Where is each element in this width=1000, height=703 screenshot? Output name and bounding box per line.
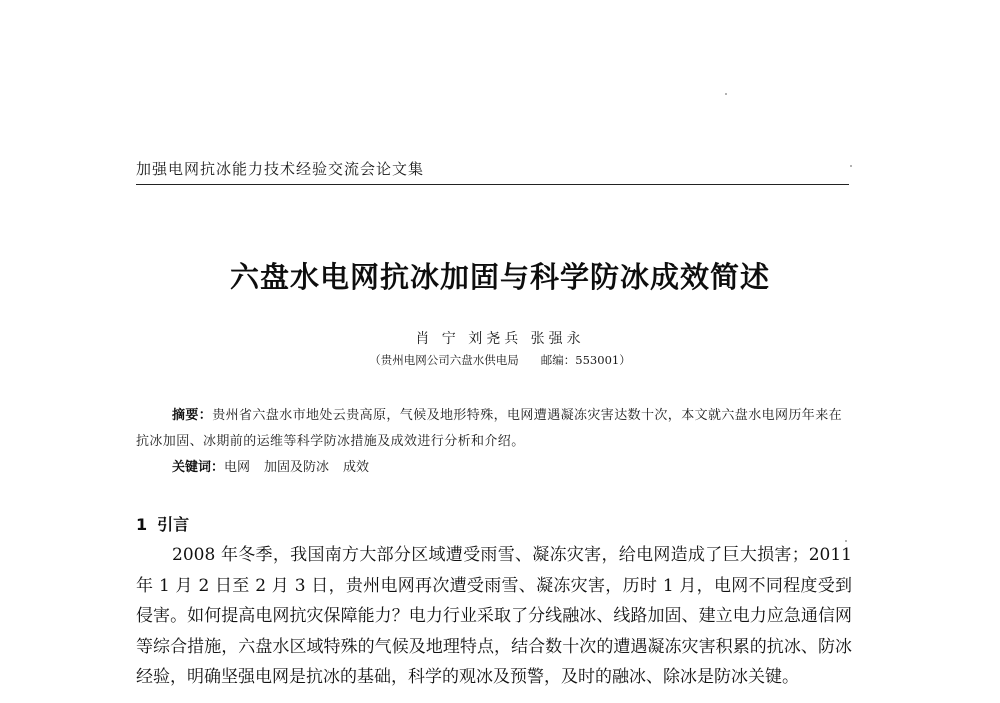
paper-affiliation: [0, 352, 1000, 368]
keyword: 成效: [343, 460, 370, 475]
keyword: 电网: [224, 460, 251, 475]
abstract-text: 贵州省六盘水市地处云贵高原，气候及地形特殊，电网遭遇凝冻灾害达数十次，本文就六盘水电网历年来在抗冰加固、冰期前的运维等科学防冰措施及成效进行分析和介绍。: [136, 408, 843, 449]
keywords-label: 关键词：: [172, 460, 225, 475]
intro-paragraph: 2008 年冬季，我国南方大部分区域遭受雨雪、凝冻灾害，给电网造成了巨大损害；2011 年 1 月 2 日至 2 月 3 日，贵州电网再次遭受雨雪、凝冻灾害，历时 1 月，电网不同程度受到侵害。如何提高电网抗灾保障能力？电力行业采取了分线融冰、线路加固、建立电力应急通信网等综合措施，六盘水区域特殊的气候及地理特点，结合数十次的遭遇凝冻灾害积累的抗冰、防冰经验，明确坚强电网是抗冰的基础，科学的观冰及预警，及时的融冰、除冰是防冰关键。: [136, 545, 852, 687]
keywords: [172, 455, 383, 481]
section-title: 引言: [157, 515, 190, 534]
paper-title: 六盘水电网抗冰加固与科学防冰成效简述: [229, 260, 770, 294]
scan-speck: [850, 165, 852, 167]
header-rule: [136, 184, 849, 185]
scan-speck: [725, 93, 727, 95]
abstract: [136, 403, 850, 455]
keyword: 加固及防冰: [264, 460, 330, 475]
paper-authors: 肖 宁 刘尧兵 张强永: [415, 331, 585, 347]
abstract-label: 摘要：: [172, 408, 213, 423]
affiliation-postcode: 邮编：553001）: [540, 353, 631, 367]
section-number: 1: [136, 515, 148, 534]
section-heading: [136, 512, 189, 535]
scan-speck: [845, 540, 847, 542]
affiliation-text: （贵州电网公司六盘水供电局: [369, 353, 519, 367]
running-header: 加强电网抗冰能力技术经验交流会论文集: [136, 160, 425, 178]
